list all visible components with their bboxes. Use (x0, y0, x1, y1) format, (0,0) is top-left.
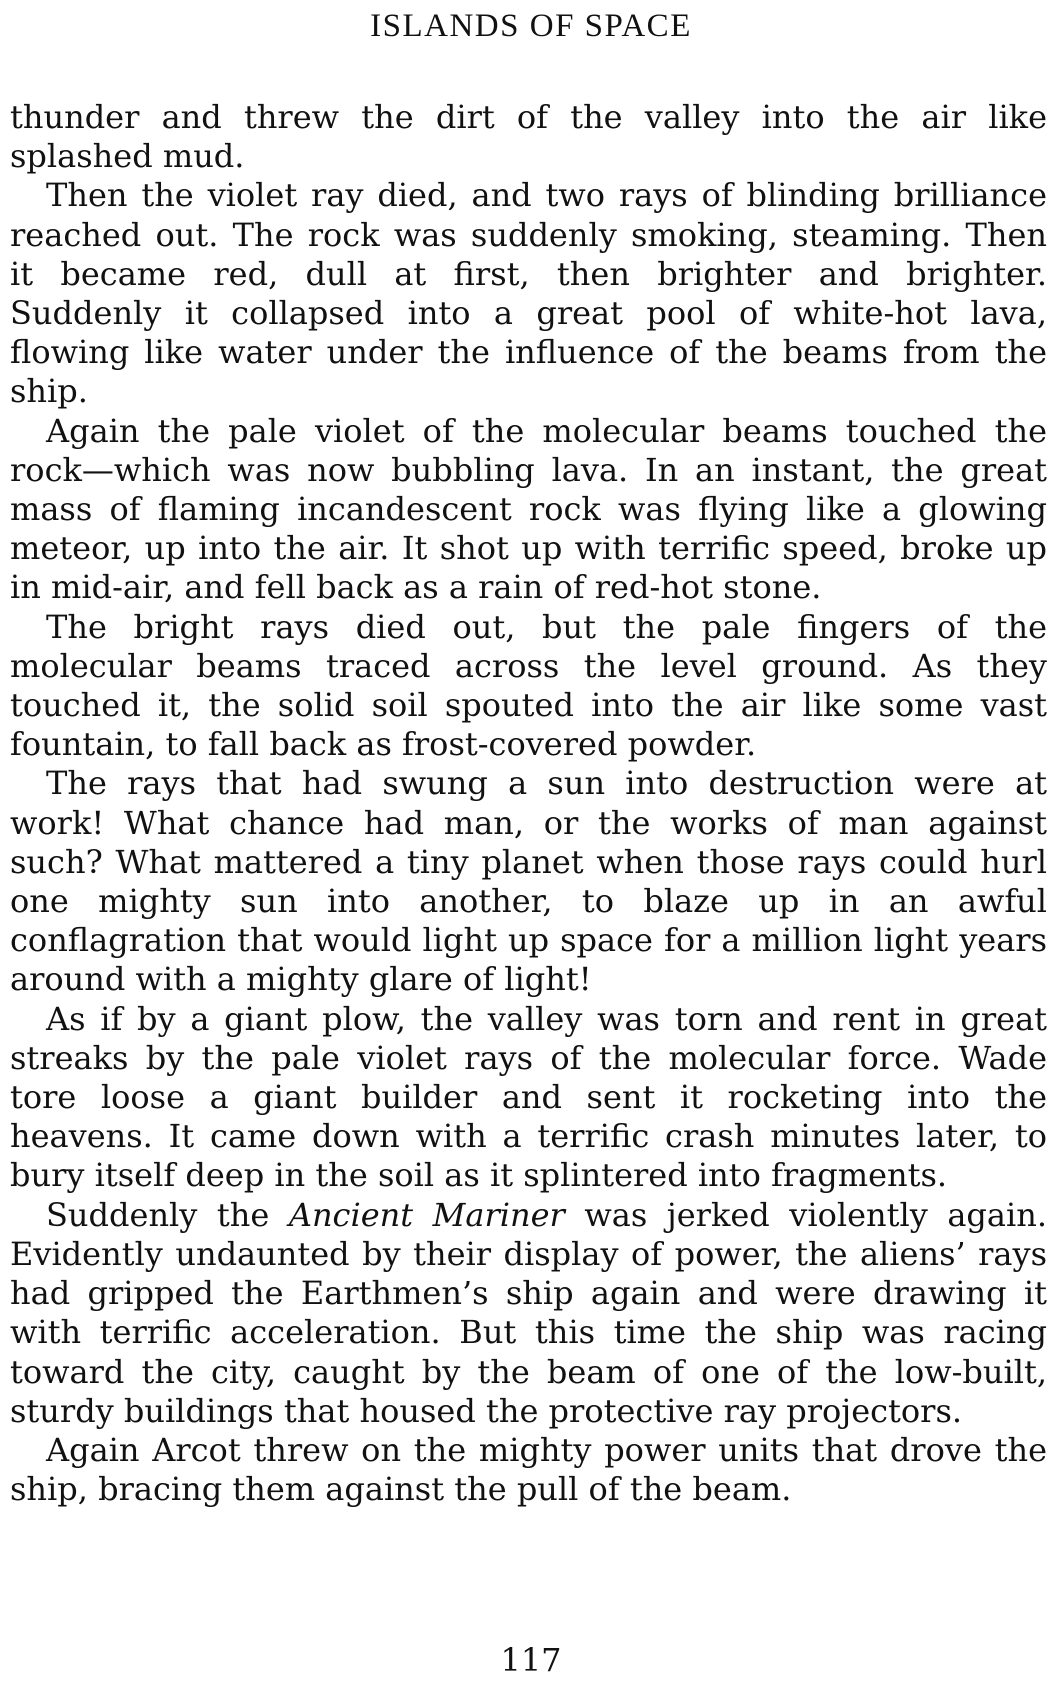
paragraph-5: The rays that had swung a sun into destruction were at work! What chance had man, or the works of man against such? What mattered a tiny planet when those rays could hurl one mighty sun into another, to blaze up in an awful conflagration that would light up space for a million light years around with a mighty glare of light! (10, 764, 1047, 999)
paragraph-7-rest: was jerked violently again. Evidently undaunted by their display of power, the aliens’ rays had gripped the Earthmen’s ship again and were drawing it with terrific acceleration. But this time the ship was racing toward the city, caught by the beam of one of the low-built, sturdy buildings that housed the protective ray projectors. (10, 1195, 1048, 1430)
paragraph-7-lead: Suddenly the (46, 1195, 289, 1234)
paragraph-4: The bright rays died out, but the pale fingers of the molecular beams traced across the level ground. As they touched it, the solid soil spouted into the air like some vast fountain, to fall back as frost-covered powder. (10, 607, 1047, 764)
paragraph-6: As if by a giant plow, the valley was torn and rent in great streaks by the pale violet rays of the molecular force. Wade tore loose a giant builder and sent it rocketing into the heavens. It came down with a terrific crash minutes later, to bury itself deep in the soil as it splintered into fragments. (10, 999, 1047, 1195)
running-head: ISLANDS OF SPACE (370, 8, 692, 44)
paragraph-1: thunder and threw the dirt of the valley into the air like splashed mud. (10, 98, 1047, 176)
body-text (10, 98, 1047, 1509)
ship-name-italic: Ancient Mariner (288, 1195, 565, 1234)
paragraph-2: Then the violet ray died, and two rays of blinding brilliance reached out. The rock was suddenly smoking, steaming. Then it became red, dull at first, then brighter and brighter. Suddenly it collapsed into a great pool of white-hot lava, flowing like water under the influence of the beams from the ship. (10, 176, 1047, 411)
paragraph-3: Again the pale violet of the molecular beams touched the rock—which was now bubbling lava. In an instant, the great mass of flaming incandescent rock was flying like a glowing meteor, up into the air. It shot up with terrific speed, broke up in mid-air, and fell back as a rain of red-hot stone. (10, 411, 1047, 607)
paragraph-7 (10, 1196, 1047, 1431)
page-number: 117 (500, 1641, 562, 1679)
paragraph-8: Again Arcot threw on the mighty power units that drove the ship, bracing them against the pull of the beam. (10, 1430, 1047, 1509)
